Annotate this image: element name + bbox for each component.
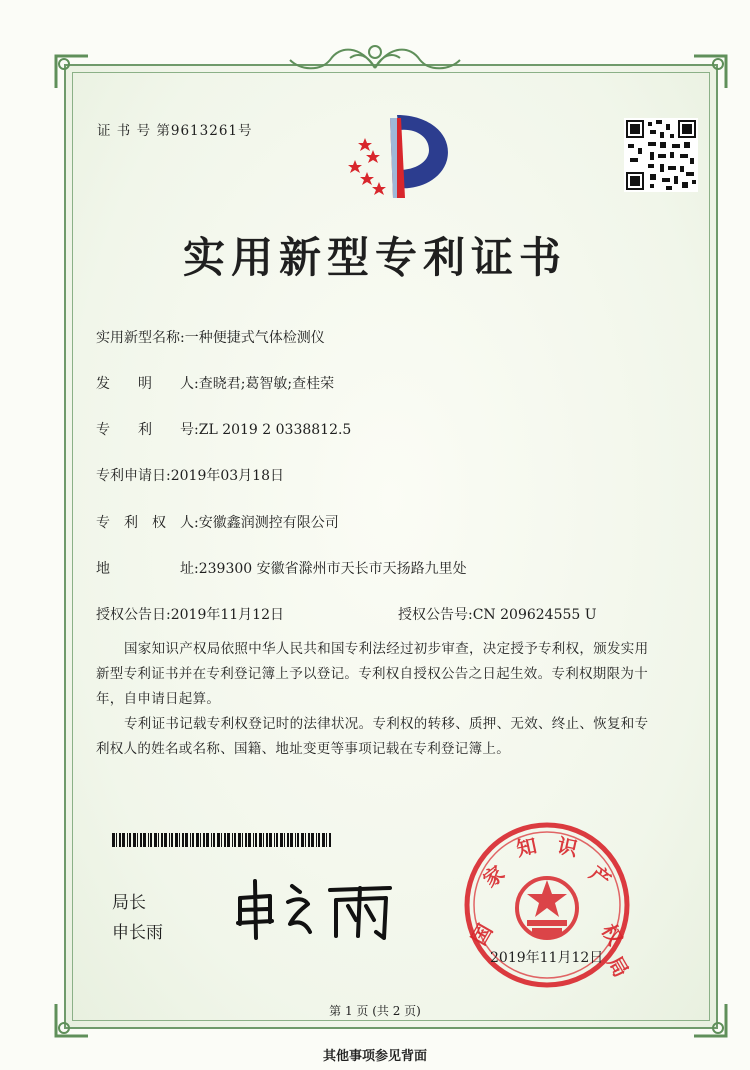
patent-number-row [96, 419, 351, 439]
address-row [96, 558, 467, 578]
grant-number-row [398, 604, 597, 624]
field-label: 实用新型名称: [96, 330, 185, 346]
field-value: CN 209624555 U [472, 607, 597, 623]
cnipa-logo [335, 110, 455, 205]
qr-code [624, 118, 698, 192]
field-label: 授权公告日: [96, 607, 171, 623]
svg-text:局: 局 [602, 951, 632, 982]
field-label: 发 明 人: [96, 376, 199, 392]
svg-text:知: 知 [514, 833, 539, 861]
corner-ornament-top-right [690, 52, 730, 92]
page-number: 第 1 页 (共 2 页) [329, 1004, 421, 1018]
field-label: 专 利 号: [96, 422, 199, 438]
seal-date: 2019年11月12日 [490, 950, 604, 966]
svg-text:识: 识 [555, 833, 580, 861]
director-name: 申长雨 [112, 923, 163, 943]
handwritten-signature [230, 876, 400, 946]
inventor-row [96, 373, 334, 393]
corner-ornament-top-left [52, 52, 92, 92]
certificate-title: 实用新型专利证书 [182, 233, 567, 282]
field-label: 授权公告号: [398, 607, 473, 623]
field-label: 地 址: [96, 561, 199, 577]
director-title: 局长 [112, 893, 146, 913]
svg-text:权: 权 [596, 919, 628, 950]
field-value: 2019年11月12日 [170, 607, 284, 623]
statement-line: 年，自申请日起算。 [96, 691, 221, 707]
statement-line: 国家知识产权局依照中华人民共和国专利法经过初步审查，决定授予专利权，颁发实用 [124, 641, 649, 657]
statement-line: 新型专利证书并在专利登记簿上予以登记。专利权自授权公告之日起生效。专利权期限为十 [96, 666, 648, 682]
top-ornament [280, 40, 470, 80]
filing-date-row [96, 465, 284, 485]
field-label: 专 利 权 人: [96, 515, 199, 531]
footer-note: 其他事项参见背面 [322, 1049, 427, 1064]
svg-text:家: 家 [478, 860, 509, 893]
grant-date-row [96, 604, 284, 624]
field-value: 安徽鑫润测控有限公司 [198, 515, 339, 531]
svg-text:国: 国 [466, 919, 498, 950]
statement-line: 专利证书记载专利权登记时的法律状况。专利权的转移、质押、无效、终止、恢复和专 [124, 716, 649, 732]
field-label: 专利申请日: [96, 468, 171, 484]
field-value: 2019年03月18日 [170, 468, 284, 484]
barcode [112, 832, 332, 846]
field-value: 查晓君;葛智敏;查桂荣 [198, 376, 335, 392]
certificate-number: 证 书 号 第9613261号 [97, 123, 253, 139]
field-value: 239300 安徽省滁州市天长市天扬路九里处 [198, 561, 467, 577]
field-value: 一种便捷式气体检测仪 [184, 330, 325, 346]
field-value: ZL 2019 2 0338812.5 [198, 422, 352, 438]
svg-text:产: 产 [585, 860, 616, 893]
statement-line: 利权人的姓名或名称、国籍、地址变更等事项记载在专利登记簿上。 [96, 741, 510, 757]
patentee-row [96, 512, 339, 532]
utility-model-name-row [96, 327, 325, 347]
